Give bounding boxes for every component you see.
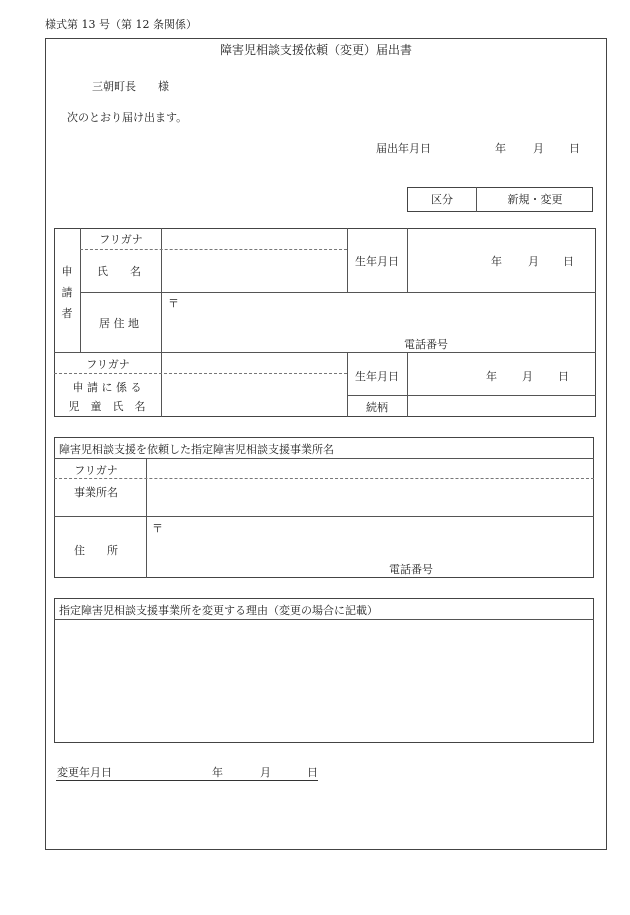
submission-date-year: 年 (495, 142, 506, 155)
applicant-address-field[interactable] (180, 296, 590, 336)
submission-date-label: 届出年月日 (376, 142, 431, 155)
applicant-furigana-field[interactable] (166, 232, 342, 246)
child-furigana-field[interactable] (166, 356, 342, 370)
applicant-birth-day: 日 (563, 255, 574, 268)
reason-field[interactable] (58, 623, 590, 739)
applicant-birth-month: 月 (528, 255, 539, 268)
child-birth-year: 年 (486, 370, 497, 383)
change-date-month: 月 (260, 766, 271, 779)
applicant-section-char-2: 請 (61, 286, 73, 299)
office-heading: 障害児相談支援を依頼した指定障害児相談支援事業所名 (59, 443, 334, 456)
child-birth-label: 生年月日 (355, 370, 399, 383)
intro-text: 次のとおり届け出ます。 (67, 111, 188, 124)
child-relation-field[interactable] (411, 399, 591, 413)
applicant-name-field[interactable] (166, 254, 342, 286)
applicant-name-label: 氏 名 (97, 265, 141, 278)
office-name-field[interactable] (151, 482, 589, 512)
category-value[interactable]: 新規・変更 (507, 193, 563, 206)
addressee: 三朝町長 様 (92, 80, 169, 93)
form-number: 様式第 13 号（第 12 条関係） (45, 18, 197, 31)
applicant-section-char-1: 申 (61, 265, 73, 278)
submission-date-day: 日 (569, 142, 580, 155)
office-name-label: 事業所名 (74, 486, 118, 499)
child-label-line1: 申 請 に 係 る (72, 381, 142, 394)
form-title: 障害児相談支援依頼（変更）届出書 (219, 43, 413, 57)
office-address-label: 住 所 (74, 544, 118, 557)
category-label: 区分 (431, 193, 453, 206)
applicant-section-char-3: 者 (61, 307, 73, 320)
office-address-field[interactable] (165, 521, 589, 557)
submission-date-month: 月 (533, 142, 544, 155)
applicant-address-label: 居 住 地 (99, 317, 139, 330)
applicant-birth-year: 年 (491, 255, 502, 268)
applicant-furigana-label: フリガナ (99, 233, 143, 246)
child-name-field[interactable] (166, 377, 342, 413)
change-date-year: 年 (212, 766, 223, 779)
child-label-line2: 児 童 氏 名 (68, 400, 146, 413)
child-birth-month: 月 (522, 370, 533, 383)
office-phone-label: 電話番号 (389, 563, 433, 576)
applicant-birth-label: 生年月日 (355, 255, 399, 268)
office-furigana-field[interactable] (151, 462, 589, 476)
applicant-phone-label: 電話番号 (404, 338, 448, 351)
applicant-postal-mark: 〒 (168, 297, 179, 310)
change-date-label: 変更年月日 (57, 766, 112, 779)
office-furigana-label: フリガナ (74, 464, 118, 477)
change-date-underline (56, 780, 318, 781)
child-furigana-label: フリガナ (86, 358, 130, 371)
change-date-day: 日 (307, 766, 318, 779)
child-birth-day: 日 (558, 370, 569, 383)
office-postal-mark: 〒 (152, 522, 163, 535)
reason-heading: 指定障害児相談支援事業所を変更する理由（変更の場合に記載） (59, 604, 378, 617)
child-relation-label: 続柄 (366, 401, 388, 414)
